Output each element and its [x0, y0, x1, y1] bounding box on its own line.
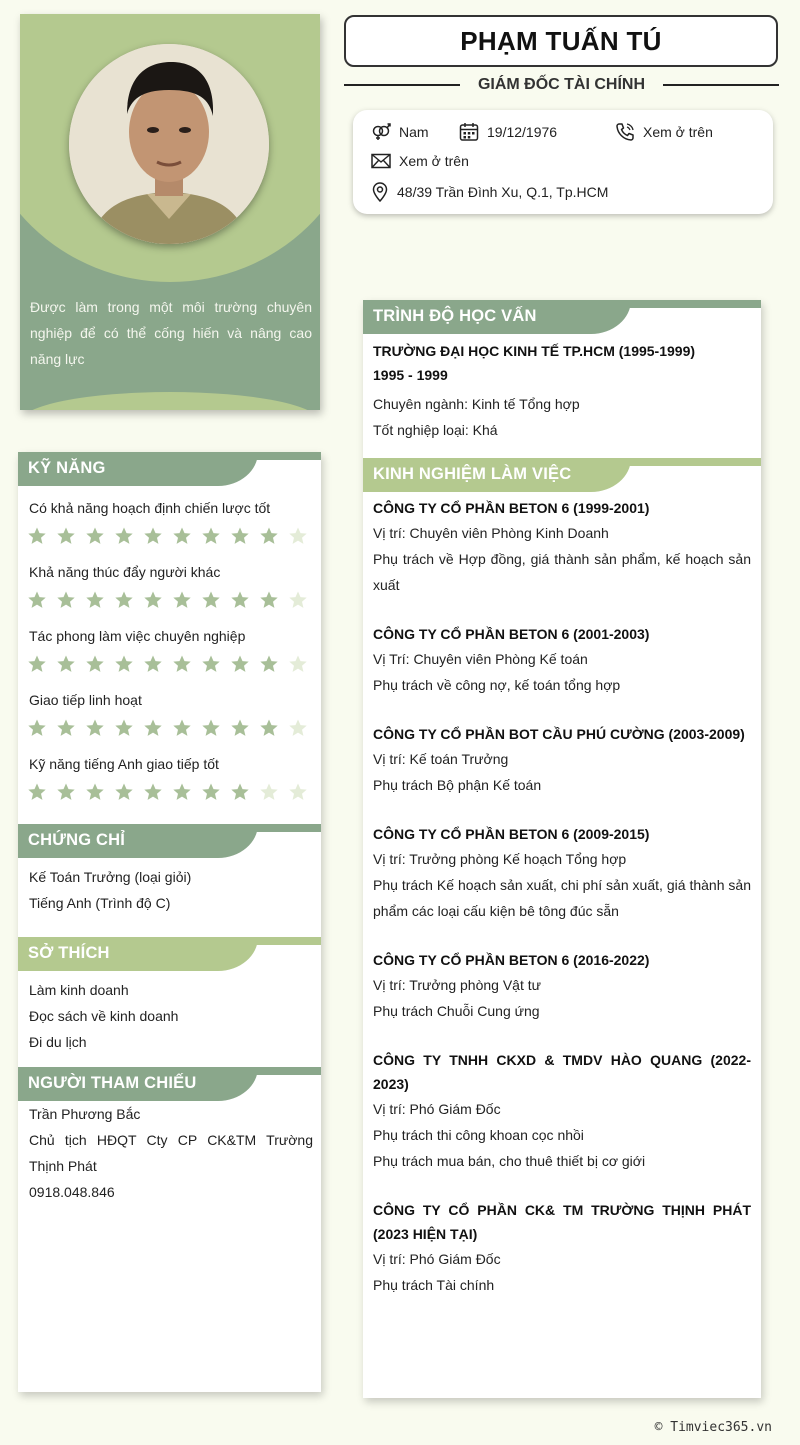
- reference-phone: 0918.048.846: [29, 1184, 115, 1200]
- footer-copyright: © Timviec365.vn: [654, 1420, 772, 1435]
- star-filled-icon: [201, 654, 221, 674]
- job-entry: [373, 722, 751, 798]
- job-entry: [373, 622, 751, 698]
- star-filled-icon: [143, 782, 163, 802]
- star-filled-icon: [27, 654, 47, 674]
- left-panel: [18, 452, 321, 1392]
- skill-name: Khả năng thúc đẩy người khác: [29, 564, 221, 580]
- star-filled-icon: [56, 590, 76, 610]
- job-position: Vị trí: Trưởng phòng Kế hoạch Tổng hợp: [373, 851, 627, 867]
- reference-position: Chủ tịch HĐQT Cty CP CK&TM Trường Thịnh Phát: [29, 1132, 313, 1174]
- star-filled-icon: [259, 526, 279, 546]
- skill-name: Giao tiếp linh hoạt: [29, 692, 142, 708]
- references-heading: NGƯỜI THAM CHIẾU: [18, 1067, 321, 1101]
- job-company: CÔNG TY CỔ PHẦN CK& TM TRƯỜNG THỊNH PHÁT (2023 HIỆN TẠI): [373, 1202, 751, 1242]
- star-filled-icon: [56, 782, 76, 802]
- star-empty-icon: [288, 718, 308, 738]
- star-filled-icon: [114, 718, 134, 738]
- job-position: Vị trí: Trưởng phòng Vật tư: [373, 977, 541, 993]
- skill-rating: [27, 654, 321, 678]
- star-filled-icon: [114, 782, 134, 802]
- candidate-name: PHẠM TUẤN TÚ: [460, 25, 662, 56]
- star-filled-icon: [230, 526, 250, 546]
- skill-rating: [27, 782, 321, 806]
- job-entry: [373, 948, 751, 1024]
- calendar-icon: [459, 122, 479, 142]
- star-filled-icon: [230, 782, 250, 802]
- star-filled-icon: [259, 590, 279, 610]
- phone-icon: [615, 122, 635, 142]
- star-filled-icon: [114, 590, 134, 610]
- job-company: CÔNG TY CỔ PHẦN BOT CẦU PHÚ CƯỜNG (2003-2009): [373, 726, 745, 742]
- star-filled-icon: [259, 654, 279, 674]
- job-entry: [373, 1048, 751, 1174]
- star-filled-icon: [27, 782, 47, 802]
- job-entry: [373, 822, 751, 924]
- job-company: CÔNG TY CỔ PHẦN BETON 6 (2009-2015): [373, 826, 650, 842]
- star-empty-icon: [259, 782, 279, 802]
- star-filled-icon: [201, 526, 221, 546]
- star-empty-icon: [288, 526, 308, 546]
- hobby-item: Làm kinh doanh: [29, 982, 129, 998]
- star-filled-icon: [114, 526, 134, 546]
- experience-list: [363, 492, 761, 1298]
- reference-name: Trần Phương Bắc: [29, 1106, 141, 1122]
- hobbies-heading: SỞ THÍCH: [18, 937, 321, 971]
- star-filled-icon: [143, 654, 163, 674]
- star-empty-icon: [288, 782, 308, 802]
- star-filled-icon: [114, 654, 134, 674]
- job-duty: Phụ trách Chuỗi Cung ứng: [373, 1003, 540, 1019]
- job-duty: Phụ trách Tài chính: [373, 1277, 495, 1293]
- email-icon: [371, 153, 391, 169]
- star-filled-icon: [230, 590, 250, 610]
- education-school: TRƯỜNG ĐẠI HỌC KINH TẾ TP.HCM (1995-1999): [373, 343, 696, 359]
- job-entry: [373, 1198, 751, 1298]
- contact-birthday: 19/12/1976: [459, 122, 557, 142]
- gender-icon: [371, 123, 391, 141]
- star-filled-icon: [172, 718, 192, 738]
- job-company: CÔNG TY CỔ PHẦN BETON 6 (2001-2003): [373, 626, 650, 642]
- star-filled-icon: [85, 654, 105, 674]
- star-filled-icon: [85, 526, 105, 546]
- skill-name: Tác phong làm việc chuyên nghiệp: [29, 628, 246, 644]
- star-filled-icon: [27, 718, 47, 738]
- skills-heading: KỸ NĂNG: [18, 452, 321, 486]
- profile-card: [20, 14, 320, 410]
- career-objective: Được làm trong một môi trường chuyên nghiệp để có thể cống hiến và nâng cao năng lực: [30, 299, 312, 367]
- skill-rating: [27, 526, 321, 550]
- profile-bottom-arc: [20, 392, 320, 410]
- star-filled-icon: [230, 718, 250, 738]
- job-title-row: [344, 74, 779, 96]
- star-filled-icon: [172, 654, 192, 674]
- job-position: Vị trí: Kế toán Trưởng: [373, 751, 509, 767]
- job-duty: Phụ trách về công nợ, kế toán tổng hợp: [373, 677, 621, 693]
- job-company: CÔNG TY CỔ PHẦN BETON 6 (2016-2022): [373, 952, 650, 968]
- star-filled-icon: [56, 526, 76, 546]
- job-duty: Phụ trách về Hợp đồng, giá thành sản phẩm, kế hoạch sản xuất: [373, 551, 751, 593]
- job-company: CÔNG TY TNHH CKXD & TMDV HÀO QUANG (2022-2023): [373, 1052, 751, 1092]
- skill-rating: [27, 718, 321, 742]
- star-filled-icon: [85, 590, 105, 610]
- name-box: [344, 15, 778, 67]
- skill-name: Có khả năng hoạch định chiến lược tốt: [29, 500, 271, 516]
- certificate-item: Tiếng Anh (Trình độ C): [29, 895, 171, 911]
- education-period: 1995 - 1999: [373, 367, 448, 383]
- star-filled-icon: [27, 590, 47, 610]
- job-duty: Phụ trách Kế hoạch sản xuất, chi phí sản xuất, giá thành sản phẩm các loại cấu kiện bê tông đúc sẵn: [373, 877, 751, 919]
- skill-name: Kỹ năng tiếng Anh giao tiếp tốt: [29, 756, 219, 772]
- skill-rating: [27, 590, 321, 614]
- education-grade: Tốt nghiệp loại: Khá: [373, 422, 498, 438]
- portrait-photo-icon: [69, 44, 269, 244]
- star-filled-icon: [56, 654, 76, 674]
- star-filled-icon: [201, 782, 221, 802]
- contact-address: 48/39 Trần Đình Xu, Q.1, Tp.HCM: [371, 182, 608, 202]
- star-filled-icon: [230, 654, 250, 674]
- job-duty: Phụ trách thi công khoan cọc nhồi: [373, 1127, 584, 1143]
- references-body: [18, 1101, 321, 1205]
- star-filled-icon: [143, 590, 163, 610]
- certificates-heading: CHỨNG CHỈ: [18, 824, 321, 858]
- star-filled-icon: [56, 718, 76, 738]
- job-title: GIÁM ĐỐC TÀI CHÍNH: [477, 76, 646, 93]
- avatar: [69, 44, 269, 244]
- skills-list: [18, 500, 321, 806]
- contact-phone: Xem ở trên: [615, 122, 713, 142]
- hobbies-list: [18, 971, 321, 1055]
- education-major: Chuyên ngành: Kinh tế Tổng hợp: [373, 396, 580, 412]
- job-duty: Phụ trách mua bán, cho thuê thiết bị cơ giới: [373, 1153, 646, 1169]
- star-filled-icon: [201, 590, 221, 610]
- certificate-item: Kế Toán Trưởng (loại giỏi): [29, 869, 192, 885]
- job-position: Vị trí: Chuyên viên Phòng Kinh Doanh: [373, 525, 609, 541]
- hobby-item: Đi du lịch: [29, 1034, 87, 1050]
- star-filled-icon: [259, 718, 279, 738]
- star-filled-icon: [201, 718, 221, 738]
- contact-box: [353, 110, 773, 214]
- job-position: Vị Trí: Chuyên viên Phòng Kế toán: [373, 651, 588, 667]
- contact-gender: Nam: [371, 123, 429, 141]
- job-position: Vị trí: Phó Giám Đốc: [373, 1251, 501, 1267]
- education-body: [363, 334, 761, 443]
- job-duty: Phụ trách Bộ phận Kế toán: [373, 777, 542, 793]
- job-position: Vị trí: Phó Giám Đốc: [373, 1101, 501, 1117]
- star-empty-icon: [288, 654, 308, 674]
- star-filled-icon: [143, 526, 163, 546]
- education-heading: TRÌNH ĐỘ HỌC VẤN: [363, 300, 761, 334]
- star-filled-icon: [172, 590, 192, 610]
- right-panel: [363, 300, 761, 1398]
- experience-heading: KINH NGHIỆM LÀM VIỆC: [363, 458, 761, 492]
- star-filled-icon: [85, 782, 105, 802]
- contact-email: Xem ở trên: [371, 153, 469, 169]
- star-filled-icon: [85, 718, 105, 738]
- certificates-list: [18, 858, 321, 916]
- job-entry: [373, 496, 751, 598]
- location-icon: [371, 182, 389, 202]
- star-filled-icon: [172, 526, 192, 546]
- job-company: CÔNG TY CỔ PHẦN BETON 6 (1999-2001): [373, 500, 650, 516]
- title-rule-right: [663, 84, 779, 86]
- hobby-item: Đọc sách về kinh doanh: [29, 1008, 179, 1024]
- star-filled-icon: [27, 526, 47, 546]
- star-filled-icon: [172, 782, 192, 802]
- star-empty-icon: [288, 590, 308, 610]
- star-filled-icon: [143, 718, 163, 738]
